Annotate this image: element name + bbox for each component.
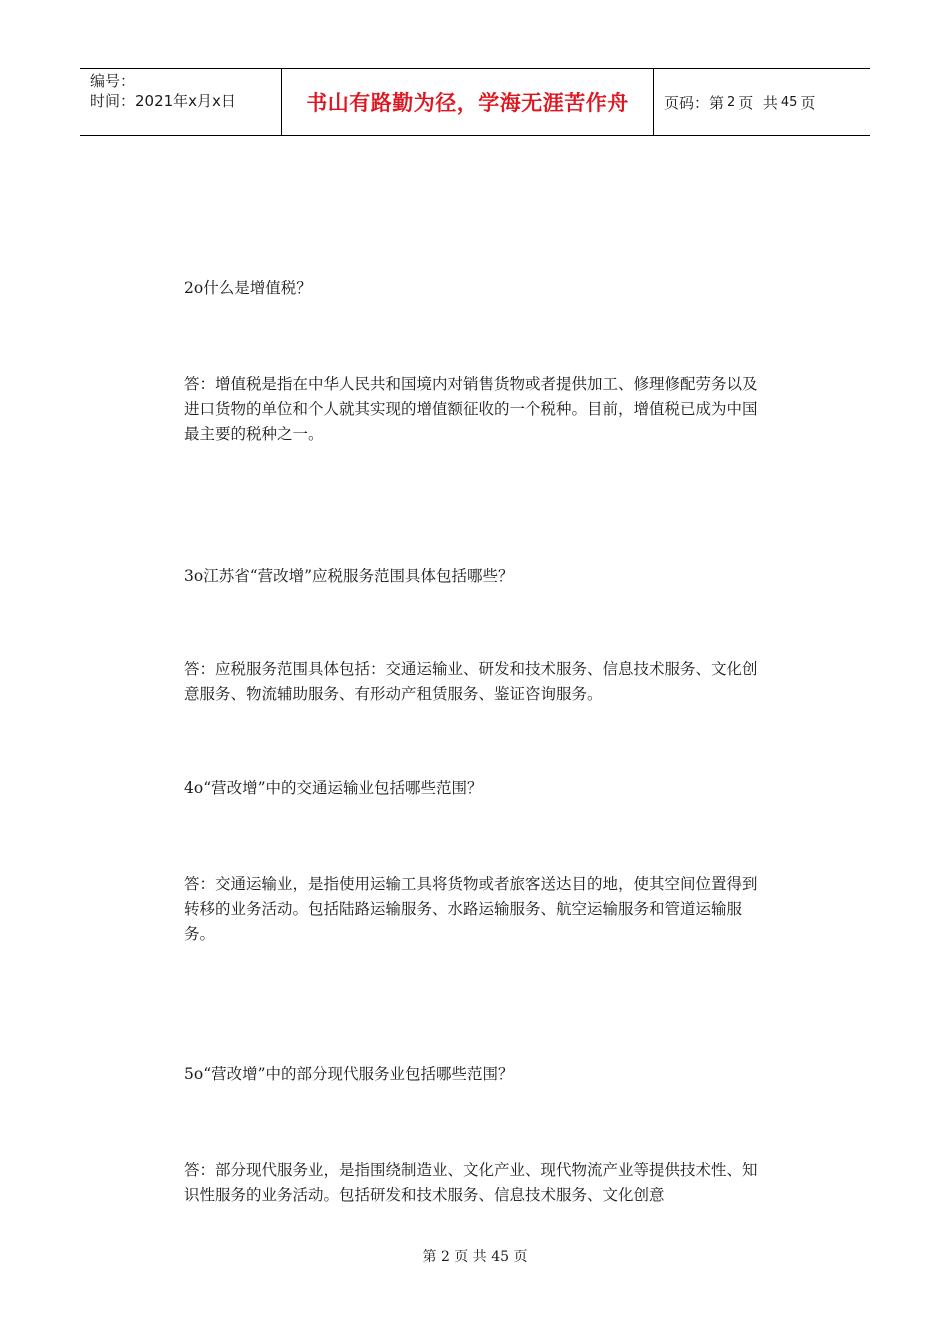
question-2: 2o什么是增值税？ [184, 279, 312, 297]
answer-2: 答：增值税是指在中华人民共和国境内对销售货物或者提供加工、修理修配劳务以及进口货物的单位和个人就其实现的增值额征收的一个税种。目前，增值税已成为中国最主要的税种之一。 [184, 375, 758, 443]
document-date: 时间：2021年x月x日 [90, 92, 236, 110]
answer-3: 答：应税服务范围具体包括：交通运输业、研发和技术服务、信息技术服务、文化创意服务、物流辅助服务、有形动产租赁服务、鉴证咨询服务。 [184, 660, 758, 703]
question-4: 4o“营改增”中的交通运输业包括哪些范围？ [184, 779, 483, 797]
page-footer: 第 2 页 共 45 页 [422, 1249, 528, 1265]
document-number-label: 编号： [90, 72, 136, 90]
header-meta [80, 69, 282, 135]
page-current: 2 [727, 94, 736, 110]
answer-4: 答：交通运输业，是指使用运输工具将货物或者旅客送达目的地，使其空间位置得到转移的业务活动。包括陆路运输服务、水路运输服务、航空运输服务和管道运输服务。 [184, 875, 758, 943]
question-5: 5o“营改增”中的部分现代服务业包括哪些范围？ [184, 1065, 514, 1083]
page-middle: 页 共 [738, 93, 778, 112]
page-total: 45 [780, 94, 798, 110]
question-3: 3o江苏省“营改增”应税服务范围具体包括哪些？ [184, 567, 514, 585]
header-page-number [654, 69, 870, 135]
page-suffix: 页 [800, 93, 816, 112]
page-header [80, 68, 870, 136]
page-prefix: 页码：第 [664, 93, 725, 112]
answer-5: 答：部分现代服务业，是指围绕制造业、文化产业、现代物流产业等提供技术性、知识性服务的业务活动。包括研发和技术服务、信息技术服务、文化创意 [184, 1161, 758, 1204]
header-motto: 书山有路勤为径，学海无涯苦作舟 [282, 69, 654, 135]
